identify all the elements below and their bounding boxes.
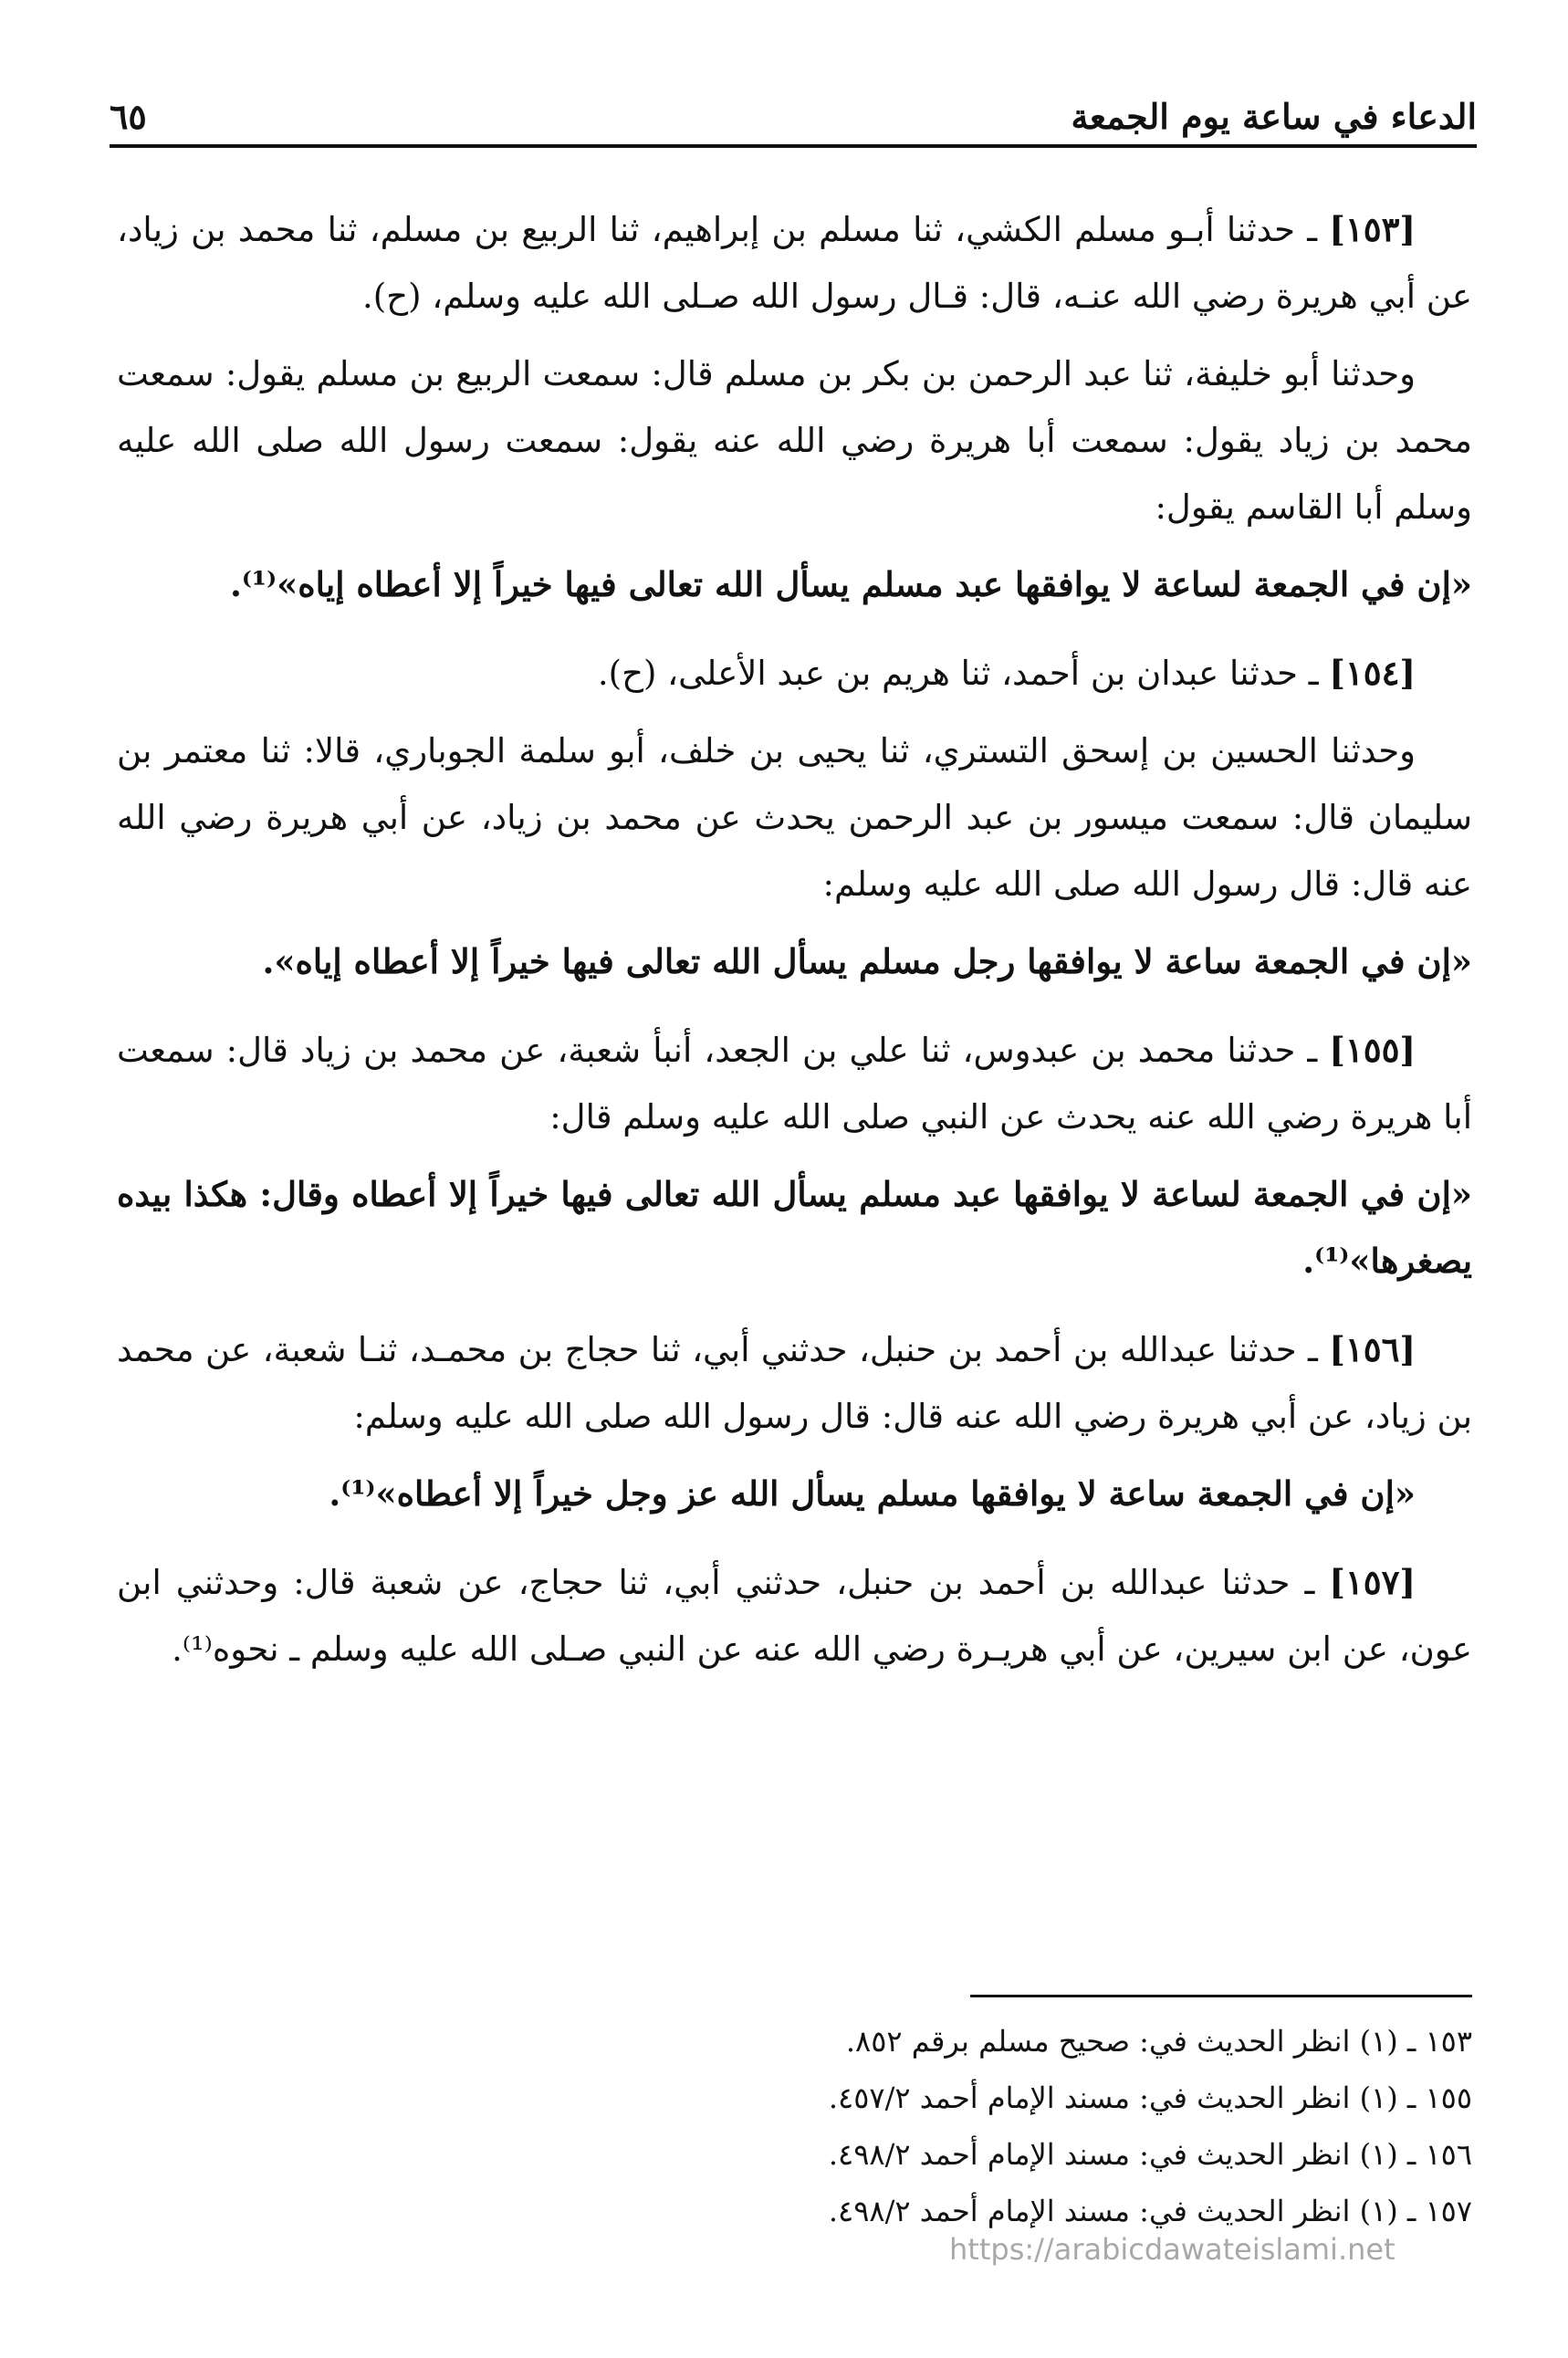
- hadith-number: [١٥٣]: [1329, 209, 1416, 249]
- hadith-text: «إن في الجمعة ساعة لا يوافقها مسلم يسأل الله عز وجل خيراً إلا أعطاه»⁽¹⁾.: [329, 1473, 1416, 1514]
- footnotes: [730, 2013, 1472, 2239]
- isnad-paragraph: [117, 640, 1472, 707]
- isnad-text: ـ حدثنا عبدان بن أحمد، ثنا هريم بن عبد الأعلى، (ح).: [597, 654, 1330, 693]
- hadith-text: «إن في الجمعة لساعة لا يوافقها عبد مسلم يسأل الله تعالى فيها خيراً إلا أعطاه وقال: هكذا بيده يصغرها»⁽¹⁾.: [117, 1174, 1472, 1281]
- page-body: [117, 196, 1472, 1704]
- hadith-number: [١٥٧]: [1329, 1562, 1416, 1602]
- page-header: [110, 80, 1477, 148]
- hadith-number: [١٥٤]: [1329, 653, 1416, 693]
- isnad-text: ـ حدثنا أبـو مسلم الكشي، ثنا مسلم بن إبراهيم، ثنا الربيع بن مسلم، ثنا محمد بن زياد، عن أبي هريرة رضي الله عنـه، قال: قـال رسول الله صـلى الله عليه وسلم، (ح).: [117, 210, 1472, 316]
- page-number: ٦٥: [110, 96, 147, 137]
- footnote-item: ١٥٧ ـ (١) انظر الحديث في: مسند الإمام أحمد ٤٩٨/٢.: [828, 2194, 1472, 2228]
- isnad-paragraph: [117, 1549, 1472, 1682]
- isnad-paragraph: [117, 1316, 1472, 1450]
- watermark-url: https://arabicdawateislami.net: [949, 2232, 1396, 2267]
- isnad-paragraph: [117, 341, 1472, 540]
- isnad-text: ـ حدثنا عبدالله بن أحمد بن حنبل، حدثني أبي، ثنا حجاج، عن شعبة قال: وحدثني ابن عون، عن ابن سيرين، عن أبي هريـرة رضي الله عنه عن النبي صـلى الله عليه وسلم ـ نحوه⁽¹⁾.: [117, 1563, 1472, 1669]
- hadith-entry-153: [117, 196, 1472, 618]
- isnad-text: وحدثنا أبو خليفة، ثنا عبد الرحمن بن بكر بن مسلم قال: سمعت الربيع بن مسلم يقول: سمعت محمد بن زياد يقول: سمعت أبا هريرة رضي الله عنه يقول: سمعت رسول الله صلى الله عليه وسلم أبا القاسم يقول:: [117, 354, 1472, 527]
- running-title: الدعاء في ساعة يوم الجمعة: [1071, 96, 1477, 137]
- hadith-number: [١٥٥]: [1329, 1030, 1416, 1070]
- isnad-paragraph: [117, 718, 1472, 917]
- hadith-entry-156: [117, 1316, 1472, 1527]
- footnote-divider: [970, 1995, 1472, 1997]
- isnad-paragraph: [117, 196, 1472, 330]
- hadith-text: «إن في الجمعة ساعة لا يوافقها رجل مسلم يسأل الله تعالى فيها خيراً إلا أعطاه إياه».: [262, 941, 1472, 981]
- isnad-text: ـ حدثنا عبدالله بن أحمد بن حنبل، حدثني أبي، ثنا حجاج بن محمـد، ثنـا شعبة، عن محمد بن زياد، عن أبي هريرة رضي الله عنه قال: قال رسول الله صلى الله عليه وسلم:: [117, 1330, 1472, 1436]
- footnote-item: ١٥٣ ـ (١) انظر الحديث في: صحيح مسلم برقم ٨٥٢.: [845, 2024, 1472, 2059]
- footnote-item: ١٥٥ ـ (١) انظر الحديث في: مسند الإمام أحمد ٤٥٧/٢.: [828, 2080, 1472, 2115]
- hadith-number: [١٥٦]: [1329, 1329, 1416, 1369]
- hadith-entry-154: [117, 640, 1472, 995]
- isnad-text: ـ حدثنا محمد بن عبدوس، ثنا علي بن الجعد، أنبأ شعبة، عن محمد بن زياد قال: سمعت أبا هريرة رضي الله عنه يحدث عن النبي صلى الله عليه وسلم قال:: [117, 1031, 1472, 1137]
- footnote-item: ١٥٦ ـ (١) انظر الحديث في: مسند الإمام أحمد ٤٩٨/٢.: [828, 2137, 1472, 2172]
- isnad-paragraph: [117, 1017, 1472, 1150]
- hadith-text: «إن في الجمعة لساعة لا يوافقها عبد مسلم يسأل الله تعالى فيها خيراً إلا أعطاه إياه»⁽¹⁾.: [230, 564, 1472, 604]
- hadith-entry-155: [117, 1017, 1472, 1294]
- hadith-entry-157: [117, 1549, 1472, 1682]
- isnad-text: وحدثنا الحسين بن إسحق التستري، ثنا يحيى بن خلف، أبو سلمة الجوباري، قالا: ثنا معتمر بن سليمان قال: سمعت ميسور بن عبد الرحمن يحدث عن محمد بن زياد، عن أبي هريرة رضي الله عنه قال: قال رسول الله صلى الله عليه وسلم:: [117, 731, 1472, 904]
